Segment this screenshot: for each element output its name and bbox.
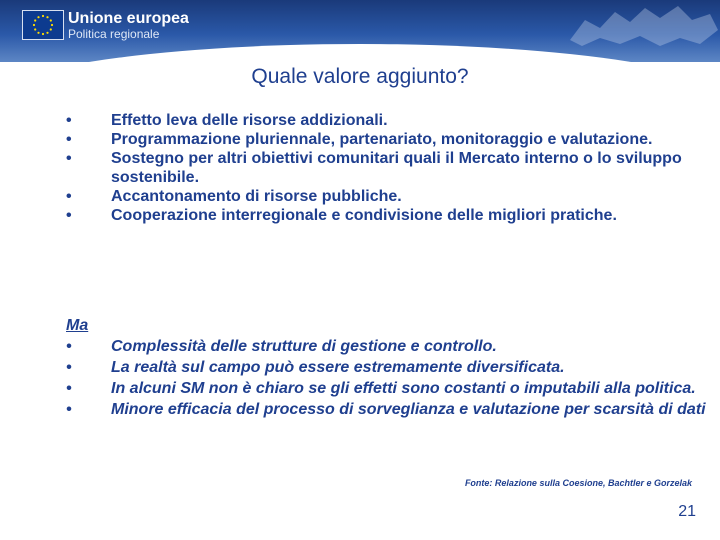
- list-item: • Minore efficacia del processo di sorveglianza e valutazione per scarsità di dati: [66, 401, 706, 418]
- ma-label: Ma: [66, 317, 89, 334]
- eu-flag-icon: [22, 10, 64, 40]
- slide-title: Quale valore aggiunto?: [251, 65, 469, 88]
- list-item: • Complessità delle strutture di gestione e controllo.: [66, 338, 497, 355]
- page-number: 21: [678, 503, 696, 520]
- list-item: • Cooperazione interregionale e condivisione delle migliori pratiche.: [66, 207, 617, 224]
- list-item: • Sostegno per altri obiettivi comunitari quali il Mercato interno o lo sviluppo sostenibile.: [66, 150, 682, 186]
- list-item: • Effetto leva delle risorse addizionali.: [66, 112, 388, 129]
- header-title: Unione europea: [68, 10, 189, 27]
- limitations-list: [66, 337, 706, 420]
- europe-map-icon: [560, 0, 720, 50]
- list-item: • La realtà sul campo può essere estremamente diversificata.: [66, 359, 565, 376]
- header-subtitle: Politica regionale: [68, 27, 160, 41]
- list-item: • In alcuni SM non è chiaro se gli effetti sono costanti o imputabili alla politica.: [66, 380, 696, 397]
- advantages-list: [66, 111, 696, 225]
- source-note: Fonte: Relazione sulla Coesione, Bachtler e Gorzelak: [464, 478, 692, 488]
- header-banner: [0, 0, 720, 62]
- list-item: • Accantonamento di risorse pubbliche.: [66, 188, 402, 205]
- list-item: • Programmazione pluriennale, partenariato, monitoraggio e valutazione.: [66, 131, 653, 148]
